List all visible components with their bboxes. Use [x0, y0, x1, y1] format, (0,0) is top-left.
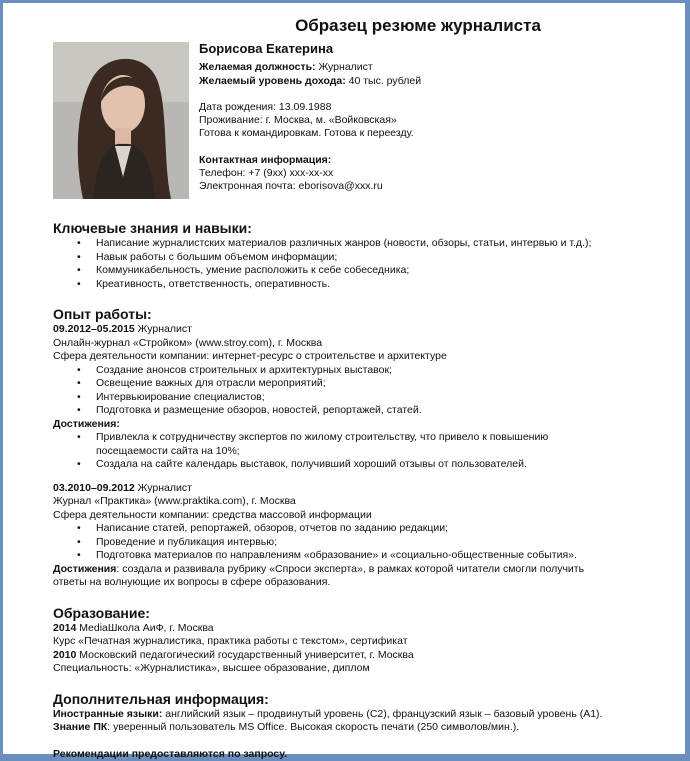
skills-heading: Ключевые знания и навыки:: [53, 219, 673, 237]
company: Журнал «Практика» (www.praktika.com), г. Москва: [53, 495, 673, 509]
profile-photo: [53, 42, 189, 199]
phone: Телефон: +7 (9хх) ххх-хх-хх: [199, 167, 421, 180]
job-entry: 09.2012–05.2015 Журналист Онлайн-журнал «Стройком» (www.stroy.com), г. Москва Сфера деятельности компании: интернет-ресурс о строительстве и архитектуре • Создание анонсов строительных и архитектурных выставок; • Освещение важных для отрасли мероприятий; • Интервьюирование специалистов; • Подготовка и размещение обзоров, новостей, репортажей, статей. Достижения: • Привлекла к сотрудничеству экспертов по жилому строительству, что привело к повышению посещаемости сайта на 10%; • Создала на сайте календарь выставок, получивший хороший отзывы от пользователей.: [53, 323, 673, 472]
list-item: • Подготовка материалов по направлениям «образование» и «социально-общественные события».: [53, 549, 673, 563]
list-item: • Проведение и публикация интервью;: [53, 536, 673, 550]
list-item: • Креативность, ответственность, оперативность.: [53, 278, 673, 292]
email: Электронная почта: eborisova@xxx.ru: [199, 180, 421, 193]
list-item: • Подготовка и размещение обзоров, новостей, репортажей, статей.: [53, 404, 673, 418]
personal-info: [199, 42, 421, 194]
desired-salary: Желаемый уровень дохода: 40 тыс. рублей: [199, 75, 421, 88]
list-item: • Освещение важных для отрасли мероприятий;: [53, 377, 673, 391]
list-item: • Написание статей, репортажей, обзоров, отчетов по заданию редакции;: [53, 522, 673, 536]
list-item: • Создала на сайте календарь выставок, получивший хороший отзывы от пользователей.: [53, 458, 673, 472]
desired-position: Желаемая должность: Журналист: [199, 61, 421, 74]
experience-section: [53, 305, 673, 590]
readiness: Готова к командировкам. Готова к переезду.: [199, 127, 421, 140]
skills-section: [53, 219, 673, 291]
list-item: • Создание анонсов строительных и архитектурных выставок;: [53, 364, 673, 378]
list-item: • Интервьюирование специалистов;: [53, 391, 673, 405]
additional-section: Дополнительная информация: Иностранные языки: английский язык – продвинутый уровень (C2), французский язык – базовый уровень (A1). Знание ПК: уверенный пользователь MS Office. Высокая скорость печати (250 символов/мин.). Рекомендации предоставляются по запросу.: [53, 690, 673, 761]
list-item: • Привлекла к сотрудничеству экспертов по жилому строительству, что привело к повышению посещаемости сайта на 10%;: [53, 431, 673, 458]
candidate-name: Борисова Екатерина: [199, 42, 421, 55]
page-title: Образец резюме журналиста: [3, 16, 690, 36]
sphere: Сфера деятельности компании: средства массовой информации: [53, 509, 673, 523]
resume-page: [3, 3, 685, 754]
list-item: • Навык работы с большим объемом информации;: [53, 251, 673, 265]
achievements-label: Достижения:: [53, 418, 120, 430]
contact-heading: Контактная информация:: [199, 154, 421, 167]
list-item: • Написание журналистских материалов различных жанров (новости, обзоры, статьи, интервью и т.д.);: [53, 237, 673, 251]
experience-heading: Опыт работы:: [53, 305, 673, 323]
residence: Проживание: г. Москва, м. «Войковская»: [199, 114, 421, 127]
birth-date: Дата рождения: 13.09.1988: [199, 101, 421, 114]
list-item: • Коммуникабельность, умение расположить к себе собеседника;: [53, 264, 673, 278]
additional-heading: Дополнительная информация:: [53, 690, 673, 708]
company: Онлайн-журнал «Стройком» (www.stroy.com), г. Москва: [53, 337, 673, 351]
job-entry: 03.2010–09.2012 Журналист Журнал «Практика» (www.praktika.com), г. Москва Сфера деятельности компании: средства массовой информации • Написание статей, репортажей, обзоров, отчетов по заданию редакции; • Проведение и публикация интервью; • Подготовка материалов по направлениям «образование» и «социально-общественные события». Достижения: создала и развивала рубрику «Спроси эксперта», в рамках которой читатели смогли получить ответы на волнующие их вопросы в сфере образования.: [53, 482, 673, 590]
education-section: Образование: 2014 MediaШкола АиФ, г. Москва Курс «Печатная журналистика, практика работы с текстом», сертификат 2010 Московский педагогический государственный университет, г. Москва Специальность: «Журналистика», высшее образование, диплом: [53, 604, 673, 676]
recommendations: Рекомендации предоставляются по запросу.: [53, 748, 287, 760]
sphere: Сфера деятельности компании: интернет-ресурс о строительстве и архитектуре: [53, 350, 673, 364]
education-heading: Образование:: [53, 604, 673, 622]
